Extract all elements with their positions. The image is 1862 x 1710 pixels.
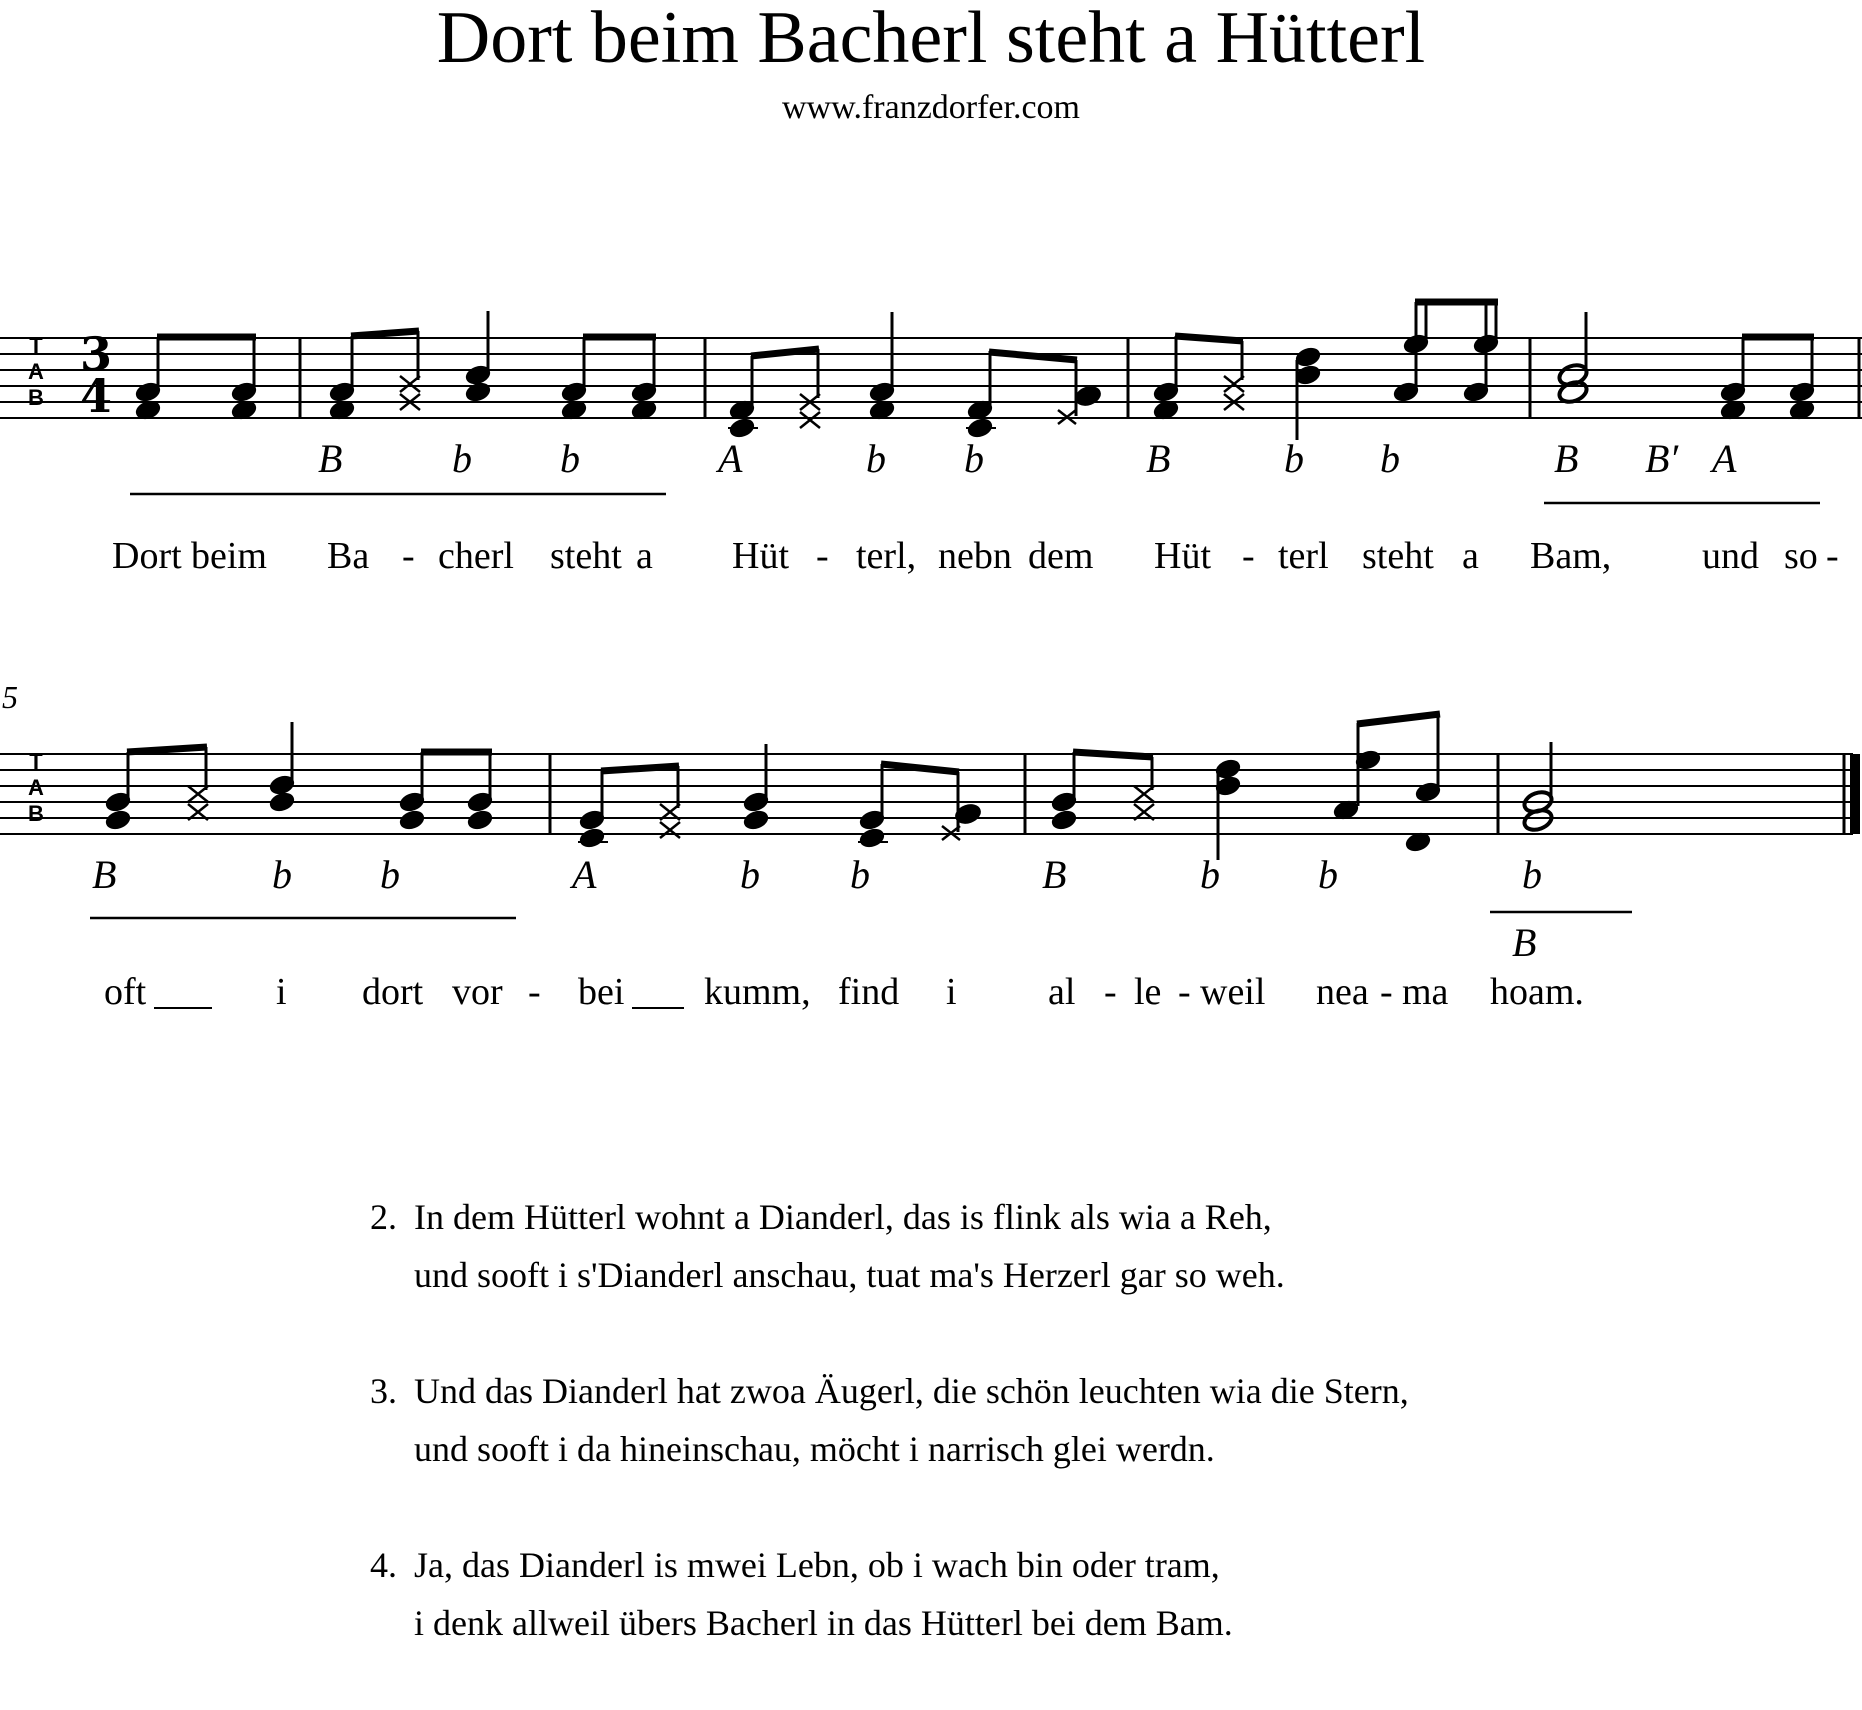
chord-symbol: b bbox=[560, 436, 580, 481]
chord-symbol: b bbox=[866, 436, 886, 481]
beam bbox=[127, 747, 207, 752]
note-pair bbox=[328, 336, 356, 422]
chord-symbol: b bbox=[380, 852, 400, 897]
verse-line: i denk allweil übers Bacherl in das Hütterl bei dem Bam. bbox=[414, 1603, 1233, 1643]
note-pair bbox=[1294, 345, 1322, 440]
lyric-hyphen: - bbox=[528, 971, 541, 1013]
website-url[interactable]: www.franzdorfer.com bbox=[782, 89, 1080, 126]
time-sig-bottom: 4 bbox=[79, 369, 113, 423]
lyric-syllable: nea bbox=[1316, 971, 1369, 1013]
note-single bbox=[1462, 302, 1500, 404]
lyric-hyphen: - bbox=[816, 535, 829, 577]
lyrics-system-2 bbox=[104, 971, 1584, 1013]
ghost-note bbox=[942, 772, 982, 840]
lyric-syllable: ma bbox=[1402, 971, 1449, 1013]
chord-symbol: b bbox=[1284, 436, 1304, 481]
note-pair bbox=[742, 744, 770, 832]
beam bbox=[601, 766, 679, 771]
note-pair bbox=[268, 722, 296, 814]
ghost-note bbox=[1134, 757, 1154, 820]
note-pair bbox=[1050, 752, 1078, 832]
note-pair bbox=[578, 771, 608, 850]
tab-letter: B bbox=[28, 385, 44, 410]
tab-letter: B bbox=[28, 801, 44, 826]
time-sig-top: 3 bbox=[79, 327, 113, 381]
verse-line: Ja, das Dianderl is mwei Lebn, ob i wach bin oder tram, bbox=[414, 1545, 1220, 1585]
beam bbox=[1073, 752, 1153, 757]
lyric-syllable: beim bbox=[191, 535, 267, 577]
beam bbox=[351, 331, 419, 336]
chord-symbol: b bbox=[1200, 852, 1220, 897]
lyric-syllable: steht bbox=[1362, 535, 1434, 577]
note-single bbox=[1392, 302, 1430, 404]
verse-number: 3. bbox=[370, 1371, 397, 1411]
chord-symbol: A bbox=[1712, 436, 1737, 481]
note-pair bbox=[466, 752, 494, 832]
lyric-syllable: le bbox=[1134, 971, 1162, 1013]
lyric-syllable: a bbox=[636, 535, 653, 577]
lyric-syllable: terl, bbox=[856, 535, 917, 577]
chord-symbols-2 bbox=[92, 852, 1542, 897]
lyric-syllable: vor bbox=[452, 971, 503, 1013]
tab-letter: T bbox=[29, 333, 43, 358]
lyric-syllable: weil bbox=[1200, 971, 1266, 1013]
note-pair bbox=[560, 337, 588, 422]
lyric-syllable: kumm, bbox=[704, 971, 811, 1013]
lyric-hyphen: - bbox=[1178, 971, 1191, 1013]
note-pair bbox=[630, 337, 658, 422]
lyric-syllable: Dort bbox=[112, 535, 182, 577]
chord-symbol: b bbox=[964, 436, 984, 481]
tab-letter: A bbox=[28, 359, 44, 384]
lyric-syllable: steht bbox=[550, 535, 622, 577]
verse-line: Und das Dianderl hat zwoa Äugerl, die schön leuchten wia die Stern, bbox=[414, 1371, 1409, 1411]
chord-symbol: b bbox=[1522, 852, 1542, 897]
chord-symbol: B bbox=[318, 436, 343, 481]
lyric-syllable: dem bbox=[1028, 535, 1094, 577]
song-title: Dort beim Bacherl steht a Hütterl bbox=[436, 0, 1426, 79]
beam bbox=[1175, 336, 1243, 341]
lyric-syllable: dort bbox=[362, 971, 424, 1013]
chord-symbol: b bbox=[740, 852, 760, 897]
note-single bbox=[1404, 714, 1442, 854]
lyric-syllable: so bbox=[1784, 535, 1818, 577]
note-pair bbox=[1214, 757, 1242, 860]
chord-symbol: B bbox=[92, 852, 117, 897]
note-pair bbox=[728, 356, 758, 440]
chord-symbol: A bbox=[718, 436, 743, 481]
note-single bbox=[1332, 723, 1382, 822]
lyric-syllable: Hüt bbox=[1154, 535, 1211, 577]
tab-label-1 bbox=[28, 333, 44, 410]
bass-chord-symbol: B bbox=[1512, 920, 1537, 965]
lyric-syllable: i bbox=[276, 971, 287, 1013]
chord-symbol: A bbox=[572, 852, 597, 897]
lyric-syllable: cherl bbox=[438, 535, 514, 577]
lyric-hyphen: - bbox=[1826, 535, 1839, 577]
chord-symbol: b bbox=[452, 436, 472, 481]
verse-4 bbox=[370, 1536, 1409, 1652]
ghost-note bbox=[800, 349, 820, 428]
chord-symbols-1 bbox=[318, 436, 1737, 481]
lyric-syllable: nebn bbox=[938, 535, 1012, 577]
lyric-syllable: Hüt bbox=[732, 535, 789, 577]
tab-letter: T bbox=[29, 749, 43, 774]
chord-symbol: B′ bbox=[1645, 436, 1679, 481]
verse-line: In dem Hütterl wohnt a Dianderl, das is flink als wia a Reh, bbox=[414, 1197, 1272, 1237]
note-pair bbox=[398, 752, 426, 832]
lyric-hyphen: - bbox=[1104, 971, 1117, 1013]
note-pair bbox=[1152, 336, 1180, 422]
lyric-syllable: a bbox=[1462, 535, 1479, 577]
note-pair bbox=[230, 337, 258, 422]
verse-line: und sooft i s'Dianderl anschau, tuat ma's Herzerl gar so weh. bbox=[414, 1255, 1285, 1295]
verse-number: 2. bbox=[370, 1197, 397, 1237]
final-barline-thick bbox=[1850, 754, 1860, 834]
note-pair bbox=[966, 351, 996, 440]
verse-3 bbox=[370, 1362, 1409, 1478]
lyric-hyphen: - bbox=[402, 535, 415, 577]
half-note bbox=[1557, 312, 1589, 405]
verse-2 bbox=[370, 1188, 1409, 1304]
note-pair bbox=[1788, 337, 1816, 422]
lyric-syllable: terl bbox=[1278, 535, 1329, 577]
tab-letter: A bbox=[28, 775, 44, 800]
note-pair bbox=[134, 337, 162, 422]
tab-label-2 bbox=[28, 749, 44, 826]
ghost-note bbox=[1224, 341, 1244, 410]
verses bbox=[370, 1188, 1409, 1710]
note-pair bbox=[104, 752, 132, 832]
ghost-note bbox=[188, 747, 208, 820]
lyric-syllable: find bbox=[838, 971, 900, 1013]
measure-number: 5 bbox=[2, 679, 18, 715]
note-pair bbox=[1719, 337, 1747, 422]
lyrics-system-1 bbox=[112, 535, 1839, 577]
lyric-syllable: Ba bbox=[327, 535, 370, 577]
beam bbox=[1357, 714, 1440, 724]
chord-symbol: B bbox=[1146, 436, 1171, 481]
chord-symbol: b bbox=[1318, 852, 1338, 897]
lyric-syllable: bei bbox=[578, 971, 625, 1013]
half-note bbox=[1522, 742, 1554, 833]
verse-number: 4. bbox=[370, 1545, 397, 1585]
note-pair bbox=[868, 312, 896, 422]
lyric-syllable: oft bbox=[104, 971, 147, 1013]
chord-symbol: b bbox=[1380, 436, 1400, 481]
chord-symbol: B bbox=[1554, 436, 1579, 481]
chord-symbol: B bbox=[1042, 852, 1067, 897]
lyric-syllable: Bam, bbox=[1530, 535, 1612, 577]
time-signature bbox=[80, 327, 112, 423]
lyric-syllable: al bbox=[1048, 971, 1076, 1013]
verse-line: und sooft i da hineinschau, möcht i narrisch glei werdn. bbox=[414, 1429, 1215, 1469]
lyric-hyphen: - bbox=[1380, 971, 1393, 1013]
chord-symbol: b bbox=[272, 852, 292, 897]
lyric-syllable: i bbox=[946, 971, 957, 1013]
lyric-syllable: hoam. bbox=[1490, 971, 1584, 1013]
note-pair bbox=[858, 764, 888, 850]
lyric-syllable: und bbox=[1702, 535, 1759, 577]
chord-symbol: b bbox=[850, 852, 870, 897]
note-pair bbox=[464, 311, 492, 404]
lyric-hyphen: - bbox=[1242, 535, 1255, 577]
